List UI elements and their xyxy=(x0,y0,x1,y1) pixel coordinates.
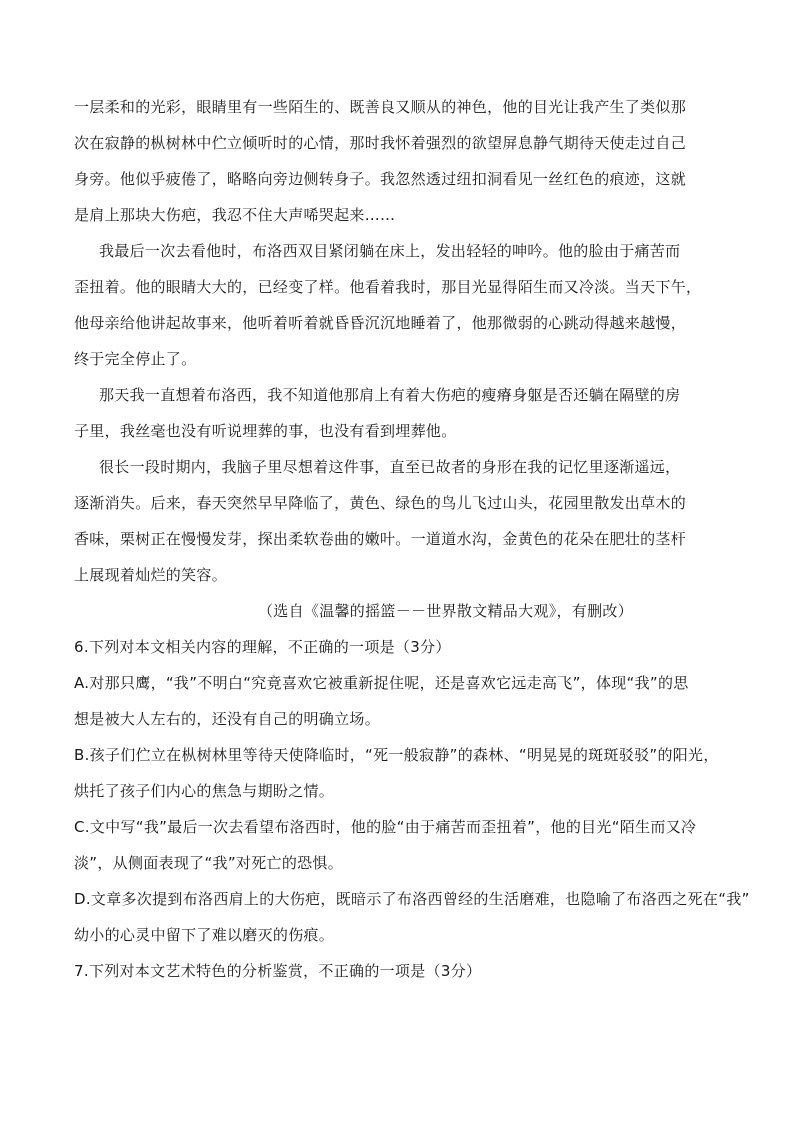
paragraph-line: 终于完全停止了。 xyxy=(74,350,197,368)
paragraph-line: 我最后一次去看他时，布洛西双目紧闭躺在床上，发出轻轻的呻吟。他的脸由于痛苦而 xyxy=(99,242,681,260)
question-6-option-c-cont: 淡”，从侧面表现了“我”对死亡的恐惧。 xyxy=(74,854,344,872)
question-6-stem: 6.下列对本文相关内容的理解，不正确的一项是（3分） xyxy=(74,638,451,656)
paragraph-line: 很长一段时期内，我脑子里尽想着这件事，直至已故者的身形在我的记忆里逐渐遥远， xyxy=(99,458,681,476)
question-6-option-b-cont: 烘托了孩子们内心的焦急与期盼之情。 xyxy=(74,782,335,800)
question-7-stem: 7.下列对本文艺术特色的分析鉴赏，不正确的一项是（3分） xyxy=(74,962,482,980)
paragraph-line: 上展现着灿烂的笑容。 xyxy=(74,566,228,584)
paragraph-line: 逐渐消失。后来，春天突然早早降临了，黄色、绿色的鸟儿飞过山头，花园里散发出草木的 xyxy=(74,494,687,512)
paragraph-line: 香味，栗树正在慢慢发芽，探出柔软卷曲的嫩叶。一道道水沟，金黄色的花朵在肥壮的茎杆 xyxy=(74,530,687,548)
question-6-option-b: B.孩子们伫立在枞树林里等待天使降临时，“死一般寂静”的森林、“明晃晃的斑斑驳驳”的阳光， xyxy=(74,746,719,764)
paragraph-line: 次在寂静的枞树林中伫立倾听时的心情，那时我怀着强烈的欲望屏息静气期待天使走过自己 xyxy=(74,134,687,152)
question-6-option-a: A.对那只鹰，“我”不明白“究竟喜欢它被重新捉住呢，还是喜欢它远走高飞”，体现“我”的思 xyxy=(74,674,689,692)
paragraph-line: 是肩上那块大伤疤，我忍不住大声唏哭起来…… xyxy=(74,206,396,224)
paragraph-line: 身旁。他似乎疲倦了，略略向旁边侧转身子。我忽然透过纽扣洞看见一丝红色的痕迹，这就 xyxy=(74,170,687,188)
question-6-option-a-cont: 想是被大人左右的，还没有自己的明确立场。 xyxy=(74,710,381,728)
paragraph-line: 他母亲给他讲起故事来，他听着听着就昏昏沉沉地睡着了，他那微弱的心跳动得越来越慢， xyxy=(74,314,687,332)
question-6-option-c: C.文中写“我”最后一次去看望布洛西时，他的脸“由于痛苦而歪扭着”，他的目光“陌生而又冷 xyxy=(74,818,697,836)
paragraph-line: 子里，我丝毫也没有听说埋葬的事，也没有看到埋葬他。 xyxy=(74,422,457,440)
question-6-option-d: D.文章多次提到布洛西肩上的大伤疤，既暗示了布洛西曾经的生活磨难，也隐喻了布洛西之死在“我” xyxy=(74,890,750,908)
question-6-option-d-cont: 幼小的心灵中留下了难以磨灭的伤痕。 xyxy=(74,926,335,944)
paragraph-line: 那天我一直想着布洛西，我不知道他那肩上有着大伤疤的瘦瘠身躯是否还躺在隔壁的房 xyxy=(99,386,681,404)
paragraph-line: 歪扭着。他的眼睛大大的，已经变了样。他看着我时，那目光显得陌生而又冷淡。当天下午， xyxy=(74,278,702,296)
source-citation: （选自《温馨的摇篮－－世界散文精品大观》，有删改） xyxy=(258,602,634,620)
paragraph-line: 一层柔和的光彩，眼睛里有一些陌生的、既善良又顺从的神色，他的目光让我产生了类似那 xyxy=(74,98,687,116)
